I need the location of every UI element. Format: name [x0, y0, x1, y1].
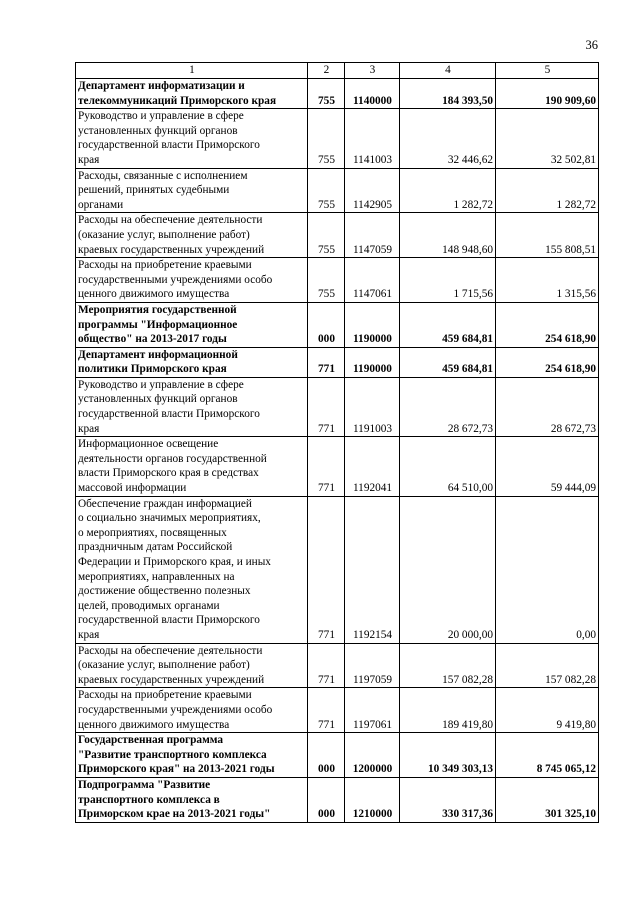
row-name-line: края: [78, 153, 100, 166]
table-row: [76, 79, 599, 109]
row-name-line: Расходы на приобретение краевыми: [78, 259, 252, 272]
row-article: 1197059: [345, 643, 400, 688]
row-name-line: транспортного комплекса в: [78, 793, 220, 806]
row-name-line: государственными учреждениями особо: [78, 703, 273, 716]
row-name: [76, 302, 308, 347]
row-name-line: Мероприятия государственной: [78, 303, 237, 316]
row-name: [76, 168, 308, 213]
row-name-line: Департамент информатизации и: [78, 80, 245, 92]
row-article: 1190000: [345, 347, 400, 377]
row-name-line: краевых государственных учреждений: [78, 673, 265, 686]
row-name: [76, 643, 308, 688]
row-article: 1147059: [345, 213, 400, 258]
header-col-2: 2: [308, 63, 345, 79]
row-code: 771: [308, 643, 345, 688]
budget-table: [75, 62, 599, 823]
row-code: 771: [308, 437, 345, 496]
table-row: [76, 777, 599, 822]
row-name-line: государственными учреждениями особо: [78, 273, 273, 286]
row-name-line: о социально значимых мероприятиях,: [78, 512, 261, 525]
row-code: 755: [308, 109, 345, 168]
row-name-line: Приморского края" на 2013-2021 годы: [78, 763, 275, 776]
table-row: [76, 258, 599, 303]
row-article: 1190000: [345, 302, 400, 347]
row-code: 771: [308, 688, 345, 733]
row-name-line: власти Приморского края в средствах: [78, 467, 259, 480]
table-row: [76, 643, 599, 688]
row-name-line: государственной власти Приморского: [78, 408, 260, 421]
page-number: 36: [585, 38, 598, 52]
row-name-line: целей, проводимых органами: [78, 599, 220, 612]
row-code: 755: [308, 168, 345, 213]
header-col-1: 1: [76, 63, 308, 79]
row-value-1: 28 672,73: [400, 377, 496, 436]
row-name-line: достижение общественно полезных: [78, 585, 251, 598]
row-name-line: (оказание услуг, выполнение работ): [78, 228, 250, 241]
row-name-line: установленных функций органов: [78, 393, 238, 406]
row-value-2: 9 419,80: [496, 688, 599, 733]
row-value-1: 157 082,28: [400, 643, 496, 688]
row-article: 1200000: [345, 733, 400, 778]
row-value-2: 301 325,10: [496, 777, 599, 822]
row-name-line: Государственная программа: [78, 734, 224, 747]
row-article: 1142905: [345, 168, 400, 213]
table-row: [76, 437, 599, 496]
row-name: [76, 496, 308, 643]
row-value-2: 157 082,28: [496, 643, 599, 688]
row-value-2: 1 282,72: [496, 168, 599, 213]
table-header-row: [76, 63, 599, 79]
row-value-2: 190 909,60: [496, 79, 599, 109]
row-value-1: 459 684,81: [400, 302, 496, 347]
row-name-line: решений, принятых судебными: [78, 184, 230, 197]
row-code: 755: [308, 258, 345, 303]
row-name-line: краевых государственных учреждений: [78, 243, 265, 256]
row-code: 755: [308, 213, 345, 258]
row-name-line: Подпрограмма "Развитие: [78, 778, 211, 791]
row-name-line: о мероприятиях, посвященных: [78, 526, 227, 539]
row-name-line: государственной власти Приморского: [78, 139, 260, 152]
row-name-line: Руководство и управление в сфере: [78, 110, 244, 123]
table-row: [76, 347, 599, 377]
row-article: 1192041: [345, 437, 400, 496]
table-row: [76, 302, 599, 347]
row-code: 000: [308, 302, 345, 347]
row-code: 000: [308, 733, 345, 778]
row-value-2: 0,00: [496, 496, 599, 643]
row-name-line: массовой информации: [78, 482, 187, 495]
row-name-line: ценного движимого имущества: [78, 718, 230, 731]
row-name-line: края: [78, 422, 100, 435]
row-code: 771: [308, 347, 345, 377]
row-name-line: (оказание услуг, выполнение работ): [78, 659, 250, 672]
row-article: 1191003: [345, 377, 400, 436]
row-name: [76, 437, 308, 496]
row-name-line: Обеспечение граждан информацией: [78, 497, 252, 510]
row-article: 1197061: [345, 688, 400, 733]
row-name: [76, 377, 308, 436]
row-value-1: 10 349 303,13: [400, 733, 496, 778]
table-row: [76, 733, 599, 778]
row-name-line: Руководство и управление в сфере: [78, 378, 244, 391]
row-value-1: 330 317,36: [400, 777, 496, 822]
header-col-4: 4: [400, 63, 496, 79]
table-row: [76, 496, 599, 643]
table-row: [76, 688, 599, 733]
row-name: [76, 109, 308, 168]
row-value-2: 32 502,81: [496, 109, 599, 168]
row-name-line: телекоммуникаций Приморского края: [78, 94, 277, 107]
row-value-1: 1 715,56: [400, 258, 496, 303]
header-col-5: 5: [496, 63, 599, 79]
row-value-1: 148 948,60: [400, 213, 496, 258]
row-name-line: Федерации и Приморского края, и иных: [78, 556, 271, 568]
row-value-2: 1 315,56: [496, 258, 599, 303]
row-value-2: 59 444,09: [496, 437, 599, 496]
row-value-2: 155 808,51: [496, 213, 599, 258]
row-value-1: 20 000,00: [400, 496, 496, 643]
row-name: [76, 733, 308, 778]
row-name-line: Департамент информационной: [78, 348, 238, 361]
row-name-line: органами: [78, 198, 124, 211]
row-value-2: 8 745 065,12: [496, 733, 599, 778]
row-article: 1140000: [345, 79, 400, 109]
row-name-line: политики Приморского края: [78, 363, 227, 376]
row-article: 1192154: [345, 496, 400, 643]
row-value-1: 1 282,72: [400, 168, 496, 213]
row-name-line: Расходы на обеспечение деятельности: [78, 214, 263, 227]
row-value-2: 28 672,73: [496, 377, 599, 436]
row-name-line: установленных функций органов: [78, 124, 238, 137]
row-name-line: праздничным датам Российской: [78, 541, 233, 554]
row-name-line: края: [78, 628, 100, 641]
row-code: 755: [308, 79, 345, 109]
row-article: 1147061: [345, 258, 400, 303]
table-row: [76, 213, 599, 258]
row-name: [76, 688, 308, 733]
row-value-1: 459 684,81: [400, 347, 496, 377]
row-value-1: 184 393,50: [400, 79, 496, 109]
row-name-line: Расходы на приобретение краевыми: [78, 689, 252, 702]
row-value-2: 254 618,90: [496, 302, 599, 347]
row-name-line: Информационное освещение: [78, 438, 219, 451]
row-code: 771: [308, 377, 345, 436]
row-name: [76, 213, 308, 258]
row-name-line: мероприятиях, направленных на: [78, 570, 235, 583]
row-code: 000: [308, 777, 345, 822]
row-value-2: 254 618,90: [496, 347, 599, 377]
header-col-3: 3: [345, 63, 400, 79]
row-name-line: государственной власти Приморского: [78, 614, 260, 627]
table-row: [76, 109, 599, 168]
budget-table-body: [76, 63, 599, 823]
row-name-line: "Развитие транспортного комплекса: [78, 748, 267, 761]
row-value-1: 32 446,62: [400, 109, 496, 168]
row-code: 771: [308, 496, 345, 643]
row-name: [76, 347, 308, 377]
row-name: [76, 258, 308, 303]
table-row: [76, 168, 599, 213]
row-name-line: Расходы, связанные с исполнением: [78, 169, 248, 182]
row-value-1: 189 419,80: [400, 688, 496, 733]
row-article: 1210000: [345, 777, 400, 822]
table-row: [76, 377, 599, 436]
row-value-1: 64 510,00: [400, 437, 496, 496]
row-name: [76, 79, 308, 109]
row-name-line: деятельности органов государственной: [78, 452, 267, 465]
row-article: 1141003: [345, 109, 400, 168]
row-name-line: Расходы на обеспечение деятельности: [78, 644, 263, 657]
row-name-line: общество" на 2013-2017 годы: [78, 333, 227, 346]
row-name: [76, 777, 308, 822]
row-name-line: Приморском крае на 2013-2021 годы": [78, 808, 271, 821]
row-name-line: программы "Информационное: [78, 318, 238, 331]
row-name-line: ценного движимого имущества: [78, 288, 230, 301]
